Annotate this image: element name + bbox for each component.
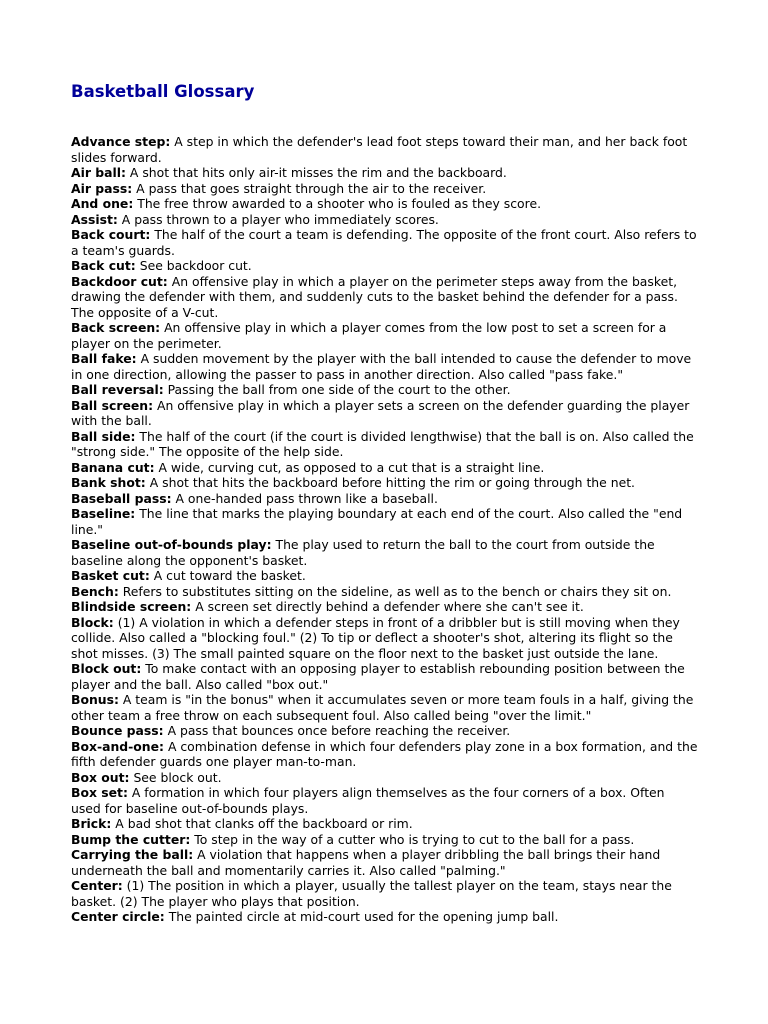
glossary-term: Back screen:	[71, 320, 161, 335]
glossary-entry	[71, 661, 698, 692]
glossary-definition: The painted circle at mid-court used for the opening jump ball.	[168, 909, 559, 924]
glossary-list	[71, 134, 698, 925]
glossary-definition: A combination defense in which four defenders play zone in a box formation, and the fifth defender guards one player man-to-man.	[71, 738, 698, 769]
glossary-term: Carrying the ball:	[71, 847, 194, 862]
glossary-term: Ball fake:	[71, 351, 137, 366]
glossary-definition: Refers to substitutes sitting on the sideline, as well as to the bench or chairs they sit on.	[122, 583, 672, 599]
glossary-entry	[71, 584, 698, 600]
glossary-entry	[71, 382, 698, 398]
glossary-term: Baseline:	[71, 506, 136, 521]
glossary-term: Bank shot:	[71, 475, 146, 490]
glossary-definition: The line that marks the playing boundary at each end of the court. Also called the "end line."	[71, 506, 683, 537]
glossary-term: Ball reversal:	[71, 382, 164, 397]
glossary-term: Air pass:	[71, 180, 133, 196]
glossary-term: Box-and-one:	[71, 738, 164, 754]
glossary-definition: A step in which the defender's lead foot steps toward their man, and her back foot slides forward.	[71, 134, 688, 165]
glossary-entry	[71, 692, 698, 723]
glossary-definition: A wide, curving cut, as opposed to a cut that is a straight line.	[158, 459, 545, 475]
glossary-definition: A cut toward the basket.	[153, 568, 306, 583]
glossary-definition: The free throw awarded to a shooter who is fouled as they score.	[137, 196, 542, 211]
glossary-term: Box out:	[71, 769, 130, 785]
glossary-definition: A team is "in the bonus" when it accumulates seven or more team fouls in a half, giving the other team a free throw on each subsequent foul. Also called being "over the limit."	[71, 692, 694, 723]
glossary-definition: A one-handed pass thrown like a baseball.	[175, 490, 438, 506]
glossary-term: Back cut:	[71, 258, 136, 273]
glossary-entry	[71, 568, 698, 584]
glossary-definition: A bad shot that clanks off the backboard or rim.	[115, 816, 413, 831]
glossary-term: Backdoor cut:	[71, 273, 168, 289]
glossary-term: Baseball pass:	[71, 490, 172, 506]
glossary-entry	[71, 770, 698, 786]
glossary-definition: The half of the court a team is defending. The opposite of the front court. Also refers to a team's guards.	[71, 227, 697, 258]
glossary-entry	[71, 227, 698, 258]
glossary-term: And one:	[71, 196, 134, 211]
glossary-term: Center circle:	[71, 909, 165, 924]
glossary-entry	[71, 429, 698, 460]
glossary-entry	[71, 274, 698, 321]
glossary-definition: A pass that goes straight through the air to the receiver.	[136, 180, 487, 196]
glossary-definition: (1) A violation in which a defender steps in front of a dribbler but is still moving when they collide. Also called a "blocking foul." (2) To tip or deflect a shooter's shot, altering its flight so the shot misses. (3) The small painted square on the floor next to the basket just outside the lane.	[71, 614, 680, 661]
glossary-definition: To step in the way of a cutter who is trying to cut to the ball for a pass.	[194, 831, 635, 847]
glossary-entry	[71, 258, 698, 274]
glossary-entry	[71, 723, 698, 739]
glossary-definition: A shot that hits only air-it misses the rim and the backboard.	[129, 165, 507, 180]
glossary-entry	[71, 739, 698, 770]
glossary-entry	[71, 491, 698, 507]
glossary-definition: A screen set directly behind a defender where she can't see it.	[195, 599, 584, 614]
glossary-term: Brick:	[71, 816, 112, 831]
glossary-term: Block:	[71, 614, 114, 630]
glossary-definition: An offensive play in which a player comes from the low post to set a screen for a player on the perimeter.	[71, 320, 667, 351]
glossary-entry	[71, 537, 698, 568]
glossary-entry	[71, 196, 698, 212]
glossary-definition: An offensive play in which a player sets a screen on the defender guarding the player with the ball.	[71, 397, 690, 428]
glossary-entry	[71, 351, 698, 382]
glossary-entry	[71, 320, 698, 351]
glossary-entry	[71, 785, 698, 816]
glossary-entry	[71, 599, 698, 615]
page-title: Basketball Glossary	[71, 82, 255, 101]
glossary-definition: A pass thrown to a player who immediately scores.	[121, 211, 439, 227]
glossary-definition: The play used to return the ball to the court from outside the baseline along the opponent's basket.	[71, 537, 655, 568]
glossary-term: Assist:	[71, 211, 118, 227]
glossary-term: Bonus:	[71, 692, 119, 707]
glossary-entry	[71, 847, 698, 878]
glossary-term: Ball screen:	[71, 397, 154, 413]
glossary-definition: To make contact with an opposing player to establish rebounding position between the player and the ball. Also called "box out."	[71, 661, 685, 692]
glossary-entry	[71, 506, 698, 537]
glossary-term: Banana cut:	[71, 459, 155, 475]
glossary-term: Basket cut:	[71, 568, 150, 583]
glossary-entry	[71, 878, 698, 909]
glossary-term: Blindside screen:	[71, 599, 192, 614]
glossary-definition: A formation in which four players align themselves as the four corners of a box. Often used for baseline out-of-bounds plays.	[71, 785, 665, 816]
glossary-definition: (1) The position in which a player, usually the tallest player on the team, stays near the basket. (2) The player who plays that position.	[71, 878, 672, 909]
glossary-definition: The half of the court (if the court is divided lengthwise) that the ball is on. Also called the "strong side." The opposite of the help side.	[71, 428, 694, 459]
glossary-term: Box set:	[71, 785, 128, 800]
glossary-entry	[71, 832, 698, 848]
glossary-definition: See backdoor cut.	[139, 258, 252, 273]
glossary-entry	[71, 460, 698, 476]
glossary-entry	[71, 212, 698, 228]
glossary-term: Baseline out-of-bounds play:	[71, 537, 272, 552]
glossary-term: Air ball:	[71, 165, 126, 180]
glossary-entry	[71, 816, 698, 832]
glossary-term: Advance step:	[71, 134, 171, 149]
glossary-entry	[71, 615, 698, 662]
glossary-definition: A shot that hits the backboard before hitting the rim or going through the net.	[149, 475, 635, 490]
glossary-definition: A sudden movement by the player with the ball intended to cause the defender to move in one direction, allowing the passer to pass in another direction. Also called "pass fake."	[71, 351, 692, 382]
glossary-definition: A pass that bounces once before reaching the receiver.	[167, 723, 511, 738]
glossary-definition: See block out.	[133, 769, 222, 785]
glossary-definition: Passing the ball from one side of the court to the other.	[167, 382, 511, 397]
glossary-term: Ball side:	[71, 428, 136, 444]
glossary-term: Bounce pass:	[71, 723, 164, 738]
glossary-entry	[71, 475, 698, 491]
glossary-term: Bench:	[71, 583, 119, 599]
glossary-definition: An offensive play in which a player on the perimeter steps away from the basket, drawing the defender with them, and suddenly cuts to the basket behind the defender for a pass. The opposite of a V-cut.	[71, 273, 678, 320]
glossary-term: Center:	[71, 878, 123, 893]
glossary-entry	[71, 181, 698, 197]
glossary-entry	[71, 134, 698, 165]
glossary-term: Back court:	[71, 227, 151, 242]
glossary-definition: A violation that happens when a player dribbling the ball brings their hand underneath the ball and momentarily carries it. Also called "palming."	[71, 847, 661, 878]
glossary-entry	[71, 909, 698, 925]
glossary-term: Block out:	[71, 661, 142, 676]
glossary-entry	[71, 165, 698, 181]
glossary-entry	[71, 398, 698, 429]
glossary-term: Bump the cutter:	[71, 831, 191, 847]
